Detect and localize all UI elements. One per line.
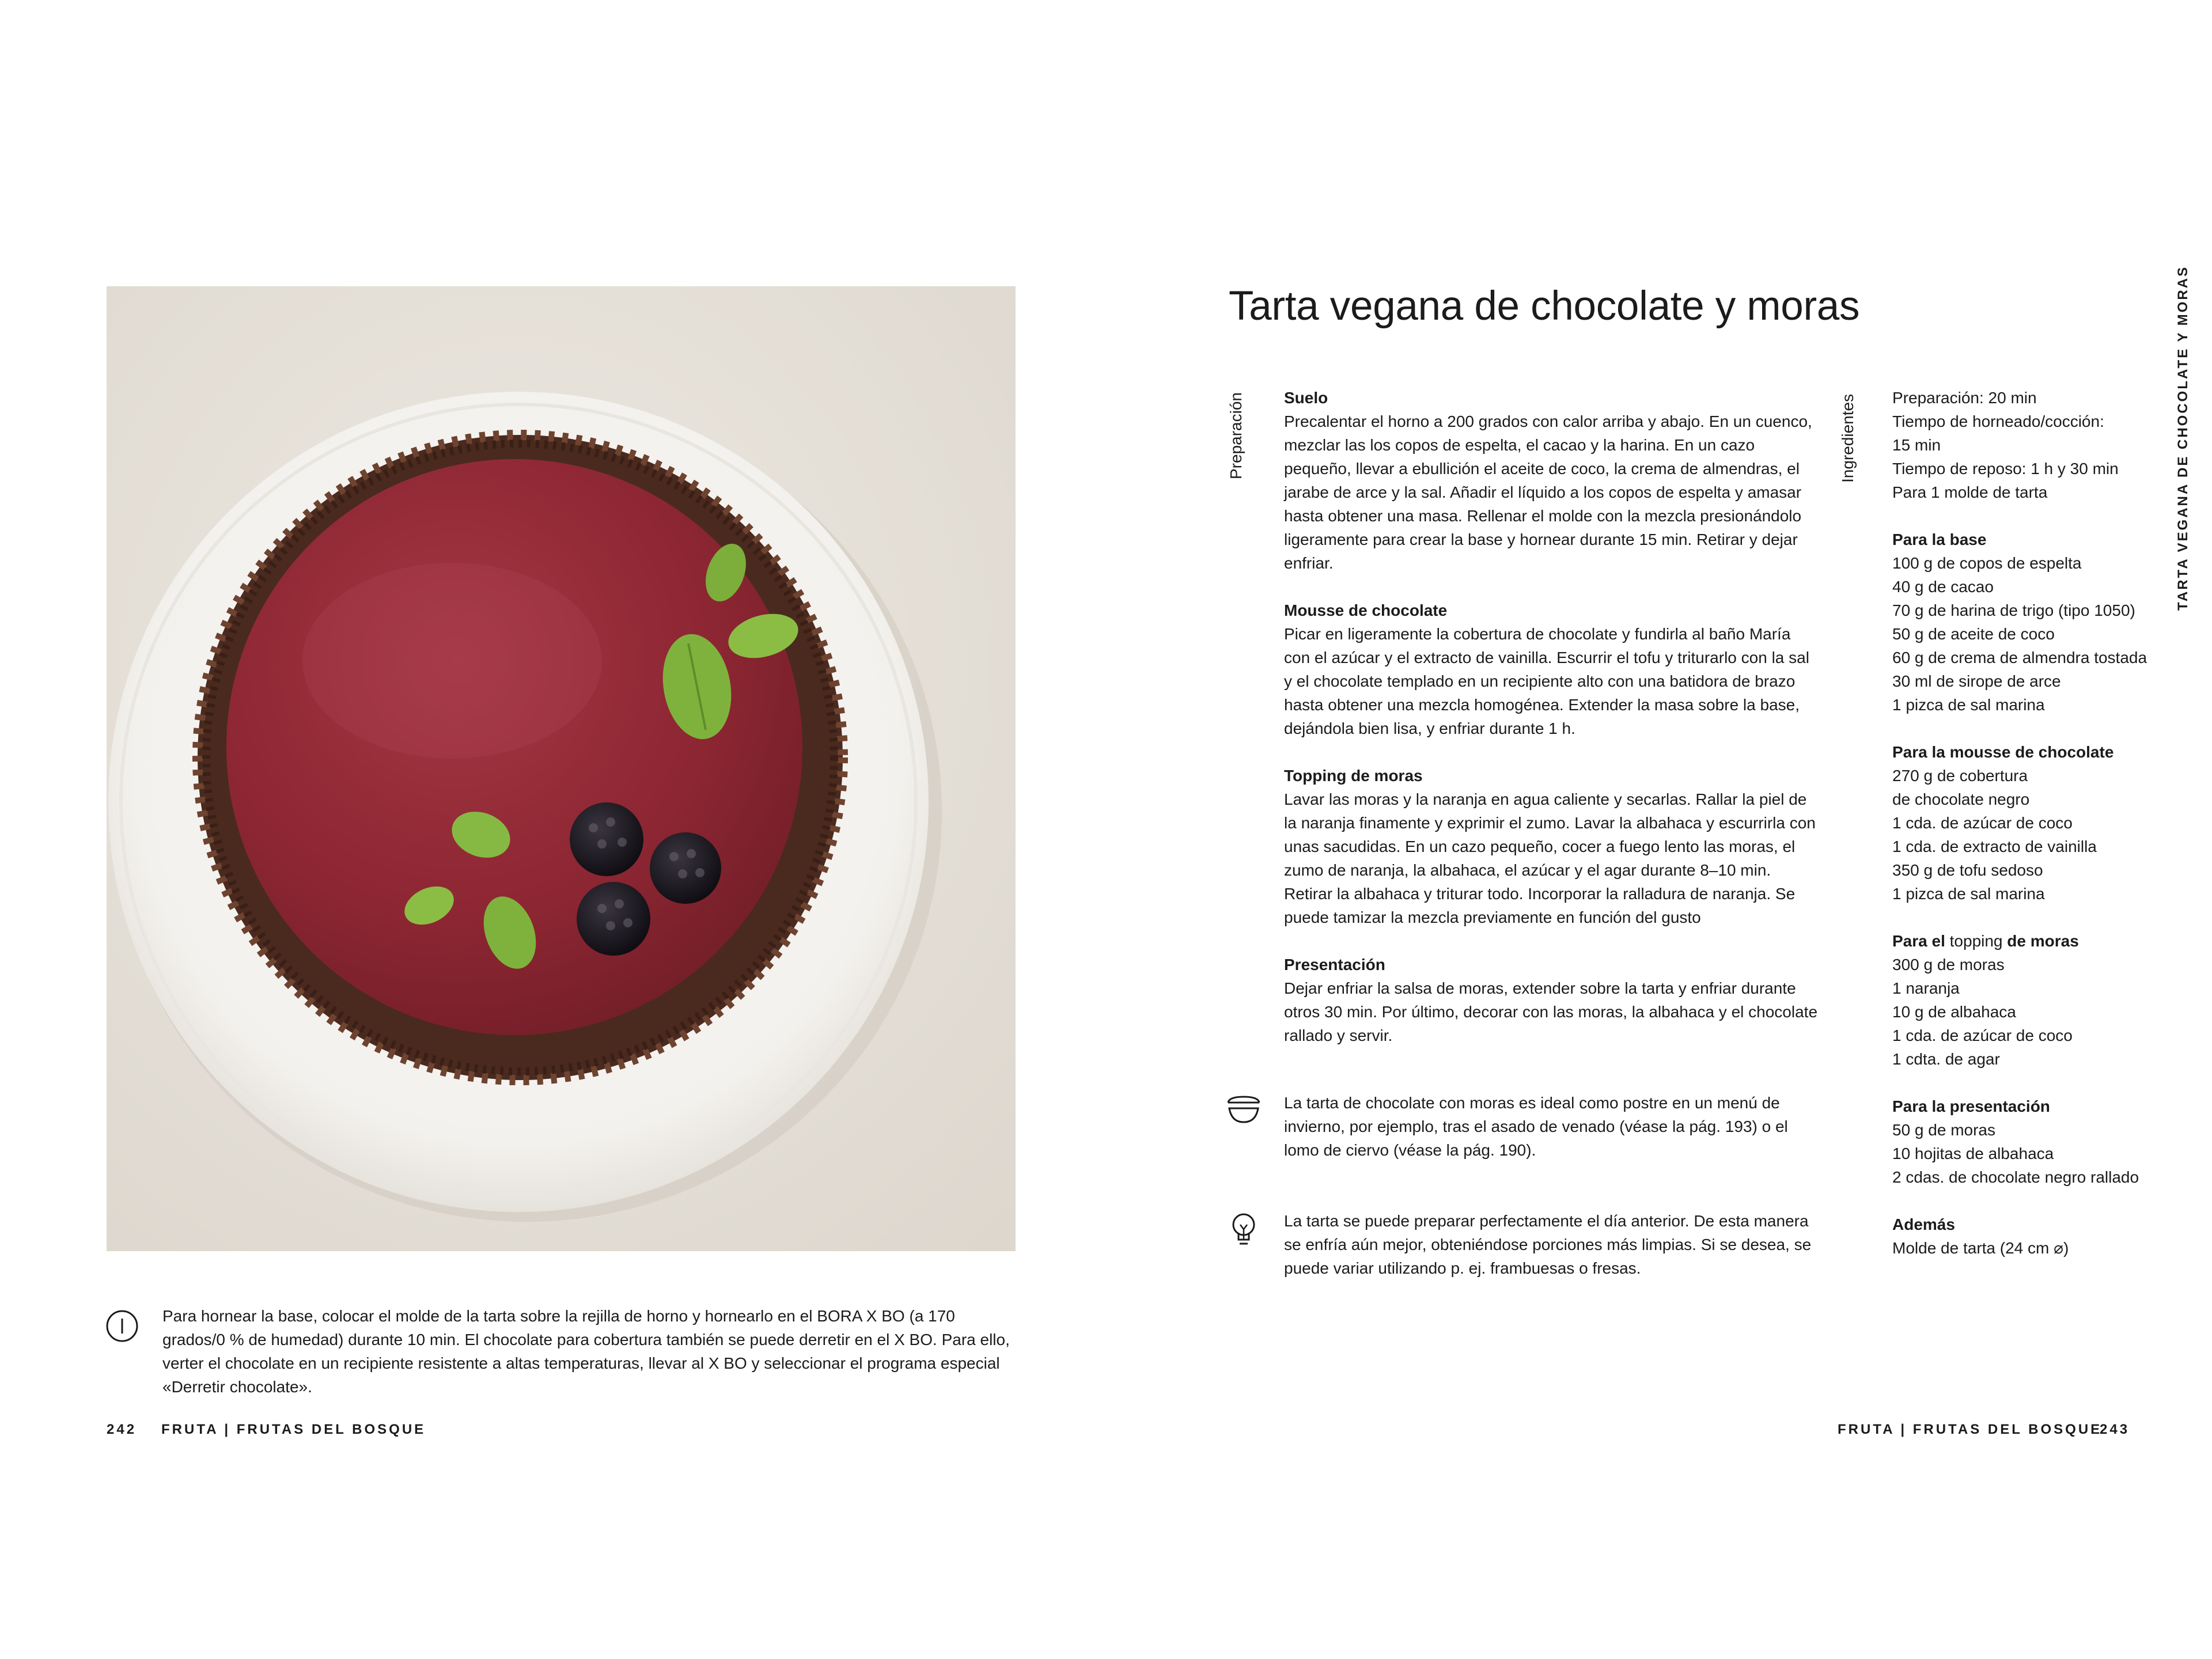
ingredient-item: 2 cdas. de chocolate negro rallado [1892,1168,2139,1186]
title-part-light: topping [1949,932,2003,950]
bake-time-label: Tiempo de horneado/cocción: [1892,412,2104,430]
serving-bowl-icon [1226,1093,1262,1129]
ingredients-label: Ingredientes [1839,393,1857,483]
ingredient-group-presentation [1892,1094,2203,1189]
ingredient-group-topping [1892,929,2203,1071]
step-topping [1284,764,1820,929]
ingredient-group-base [1892,528,2203,717]
ingredient-group-title: Además [1892,1215,1955,1233]
ingredient-item: 1 cda. de extracto de vainilla [1892,838,2097,855]
ingredient-group-mousse [1892,740,2203,906]
ingredient-group-title [1892,929,2203,953]
preparation-steps [1284,386,1820,1071]
oven-tip-text: Para hornear la base, colocar el molde de la tarta sobre la rejilla de horno y hornearlo en el BORA X BO (a 170 grados/0 % de humedad) durante 10 min. El chocolate para cobertura también se puede derretir en el X BO. Para ello, verter el chocolate en un recipiente resistente a altas temperaturas, llevar al X BO y seleccionar el programa especial «Derretir chocolate». [162,1307,1010,1396]
recipe-title: Tarta vegana de chocolate y moras [1229,283,1860,329]
ingredient-item: 1 naranja [1892,979,1960,997]
tart-photo [107,286,1016,1251]
ingredient-item: 70 g de harina de trigo (tipo 1050) [1892,601,2135,619]
ingredient-item: 1 cdta. de agar [1892,1050,2000,1068]
ingredient-group-title: Para la base [1892,531,1987,548]
preparation-label: Preparación [1227,392,1245,479]
preparation-tip-text: La tarta se puede preparar perfectamente el día anterior. De esta manera se enfría aún mejor, obteniéndose porciones más limpias. Si se desea, se puede variar utilizando p. ej. frambuesas o fresas. [1284,1212,1812,1277]
ingredient-item: de chocolate negro [1892,790,2030,808]
ingredient-item: 50 g de aceite de coco [1892,625,2055,643]
ingredient-item: 60 g de crema de almendra tostada [1892,649,2147,666]
serving-suggestion-text: La tarta de chocolate con moras es ideal como postre en un menú de invierno, por ejemplo, tras el asado de venado (véase la pág. 193) o el lomo de ciervo (véase la pág. 190). [1284,1094,1788,1159]
title-part: de moras [2007,932,2079,950]
title-part: Para el [1892,932,1945,950]
ingredient-item: Molde de tarta (24 cm ⌀) [1892,1239,2069,1257]
ingredient-item: 300 g de moras [1892,956,2005,974]
yield: Para 1 molde de tarta [1892,483,2048,501]
ingredient-item: 50 g de moras [1892,1121,1995,1139]
ingredient-item: 40 g de cacao [1892,578,1994,596]
side-running-title: TARTA VEGANA DE CHOCOLATE Y MORAS [2175,265,2191,611]
ingredient-group-extras [1892,1213,2203,1260]
section-label-right: FRUTA | FRUTAS DEL BOSQUE [1838,1422,2103,1437]
ingredient-item: 1 cda. de azúcar de coco [1892,1027,2073,1044]
step-title: Mousse de chocolate [1284,601,1448,619]
ingredient-item: 10 g de albahaca [1892,1003,2016,1021]
ingredient-group-title: Para la presentación [1892,1097,2050,1115]
bake-time: 15 min [1892,436,1941,454]
ingredient-item: 1 pizca de sal marina [1892,885,2045,903]
ingredient-item: 100 g de copos de espelta [1892,554,2082,572]
step-presentation [1284,953,1820,1047]
ingredients-list [1892,386,2203,1283]
prep-time: Preparación: 20 min [1892,389,2037,407]
ingredient-item: 1 cda. de azúcar de coco [1892,814,2073,832]
times-block [1892,386,2203,504]
ingredient-group-title: Para la mousse de chocolate [1892,743,2114,761]
page-number-left: 242 [107,1422,137,1437]
step-title: Presentación [1284,956,1385,974]
ingredient-item: 10 hojitas de albahaca [1892,1145,2054,1162]
page-number-right: 243 [2100,1422,2130,1437]
step-title: Suelo [1284,389,1328,407]
step-text: Precalentar el horno a 200 grados con calor arriba y abajo. En un cuenco, mezclar las los copos de espelta, el cacao y la harina. En un cazo pequeño, llevar a ebullición el aceite de coco, la crema de almendras, el jarabe de arce y la sal. Añadir el líquido a los copos de espelta y amasar hasta obtener una masa. Rellenar el molde con la mezcla presionándolo ligeramente para crear la base y hornear durante 15 min. Retirar y dejar enfriar. [1284,412,1812,572]
ingredient-item: 270 g de cobertura [1892,767,2028,785]
step-text: Lavar las moras y la naranja en agua caliente y secarlas. Rallar la piel de la naranja finamente y exprimir el zumo. Lavar la albahaca y escurrirla con unas sacudidas. En un cazo pequeño, cocer a fuego lento las moras, el zumo de naranja, la albahaca, el azúcar y el agar durante 8–10 min. Retirar la albahaca y triturar todo. Incorporar la ralladura de naranja. Se puede tamizar la mezcla previamente en función del gusto [1284,790,1816,926]
rest-time: Tiempo de reposo: 1 h y 30 min [1892,460,2119,478]
section-label-left: FRUTA | FRUTAS DEL BOSQUE [161,1422,426,1437]
lightbulb-icon [1226,1212,1262,1248]
ingredient-item: 30 ml de sirope de arce [1892,672,2061,690]
step-title: Topping de moras [1284,767,1423,785]
step-mousse [1284,599,1820,740]
ingredient-item: 1 pizca de sal marina [1892,696,2045,714]
step-base [1284,386,1820,575]
step-text: Picar en ligeramente la cobertura de chocolate y fundirla al baño María con el azúcar y el extracto de vainilla. Escurrir el tofu y triturarlo con la sal y el chocolate templado en un recipiente alto con una batidora de brazo hasta obtener una mezcla homogénea. Extender la masa sobre la base, dejándola bien lisa, y enfriar durante 1 h. [1284,625,1809,737]
step-text: Dejar enfriar la salsa de moras, extender sobre la tarta y enfriar durante otros 30 min. Por último, decorar con las moras, la albahaca y el chocolate rallado y servir. [1284,979,1818,1044]
info-icon [105,1309,139,1343]
ingredient-item: 350 g de tofu sedoso [1892,861,2043,879]
